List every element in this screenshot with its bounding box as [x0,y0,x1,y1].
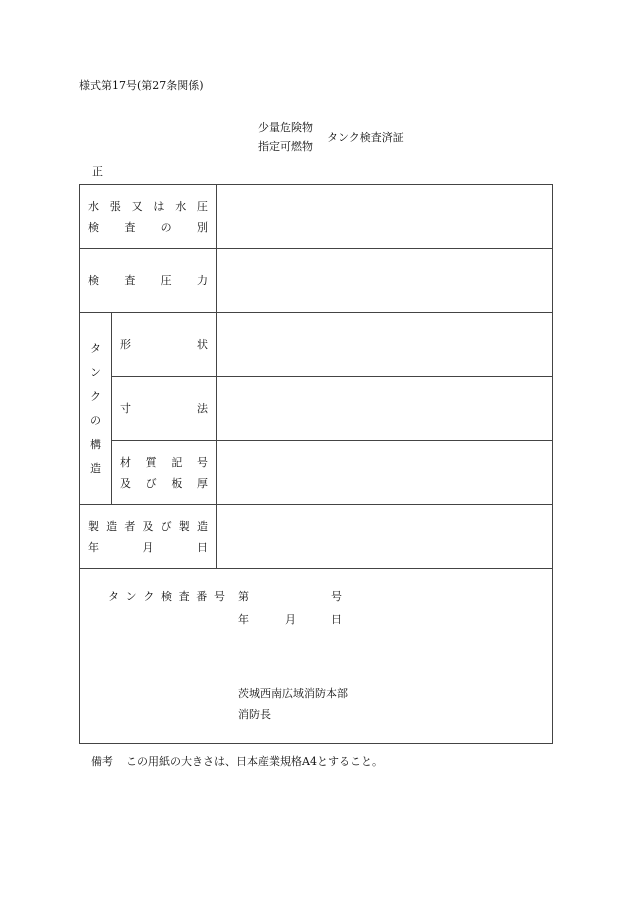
inspection-number-prefix: 第 [238,590,249,603]
test-pressure-value[interactable] [217,249,553,313]
row-inspection-info [80,569,553,744]
test-pressure-label: 検 査 圧 力 [88,274,208,287]
date-month: 月 [285,613,296,626]
date-day: 日 [331,613,342,626]
row-shape [80,313,553,377]
inspection-number-suffix: 号 [331,590,342,603]
test-type-value[interactable] [217,185,553,249]
remarks-text: この用紙の大きさは、日本産業規格A4とすること。 [126,755,383,768]
shape-label: 形 状 [120,338,208,351]
test-type-label-line1: 水 張 又 は 水 圧 [88,199,208,213]
row-test-type [80,185,553,249]
copy-mark: 正 [92,165,103,178]
material-label-line2: 及 び 板 厚 [120,476,208,490]
title-line1: 少量危険物 [258,121,313,134]
manufacturer-value[interactable] [217,505,553,569]
test-type-label-line2: 検 査 の 別 [88,220,208,234]
tank-structure-group-label: タ ン ク の 構 造 [80,313,112,505]
shape-value[interactable] [217,313,553,377]
issuer-org: 茨城西南広域消防本部 [238,687,348,700]
row-material [80,441,553,505]
remarks-label: 備考 [91,755,113,768]
title-suffix: タンク検査済証 [327,131,404,144]
row-dimensions [80,377,553,441]
title-line2: 指定可燃物 [258,140,313,153]
row-test-pressure [80,249,553,313]
material-label-line1: 材 質 記 号 [120,455,208,469]
form-number: 様式第17号(第27条関係) [79,79,204,92]
dimensions-label: 寸 法 [120,402,208,415]
row-manufacturer [80,505,553,569]
issuer-title: 消防長 [238,708,271,721]
manufacturer-label-line2: 年 月 日 [88,540,208,554]
inspection-form-table [79,184,553,744]
date-year: 年 [238,613,249,626]
manufacturer-label-line1: 製 造 者 及 び 製 造 [88,519,208,533]
material-value[interactable] [217,441,553,505]
inspection-number-label: タ ン ク 検 査 番 号 [108,590,225,603]
dimensions-value[interactable] [217,377,553,441]
